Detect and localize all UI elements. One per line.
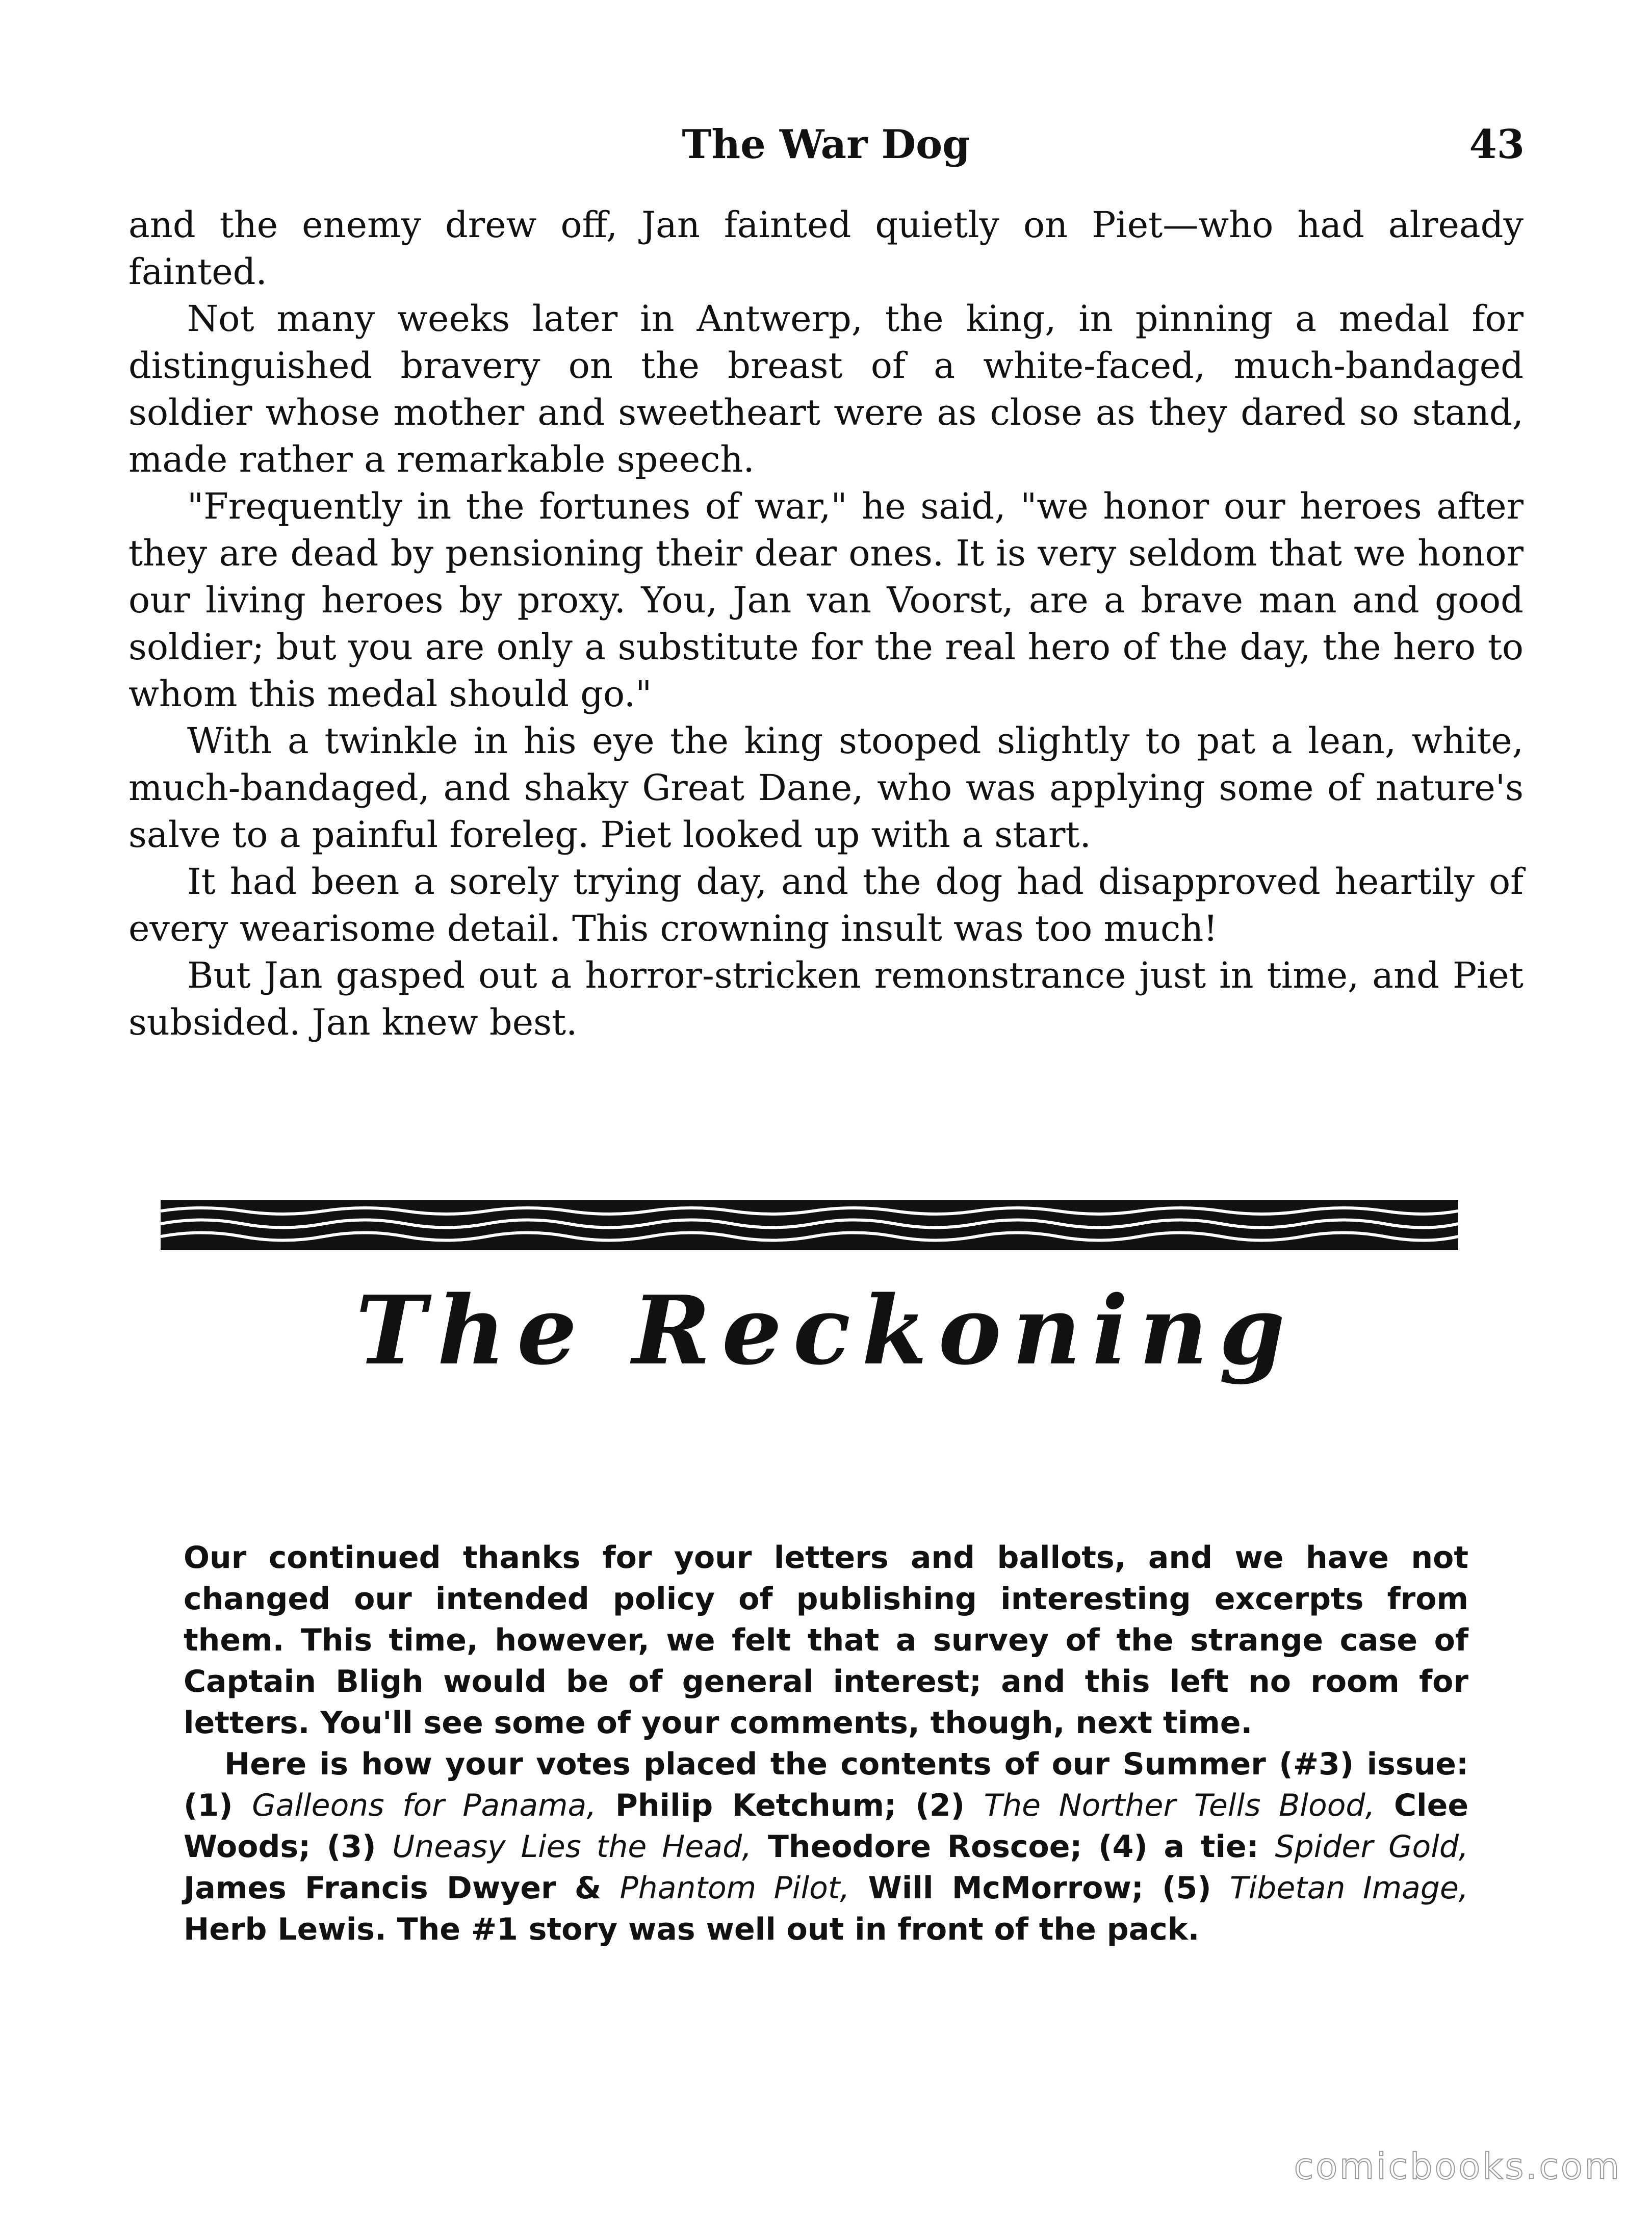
story-paragraph: Not many weeks later in Antwerp, the king, in pinning a medal for distinguished bravery on the breast of a white-faced, much-bandaged soldier whose mother and sweetheart were as close as they dared so stand, made rather a remarkable speech.: [128, 298, 1524, 480]
votes-text: Herb Lewis. The #1 story was well out in front of the pack.: [184, 1912, 1200, 1947]
column-intro: Our continued thanks for your letters and ballots, and we have not changed our intended policy of publishing interesting excerpts from them. This time, however, we felt that a survey of the strange case of Captain Bligh would be of general interest; and this left no room for letters. You'll see some of your comments, though, next time.: [184, 1540, 1468, 1741]
votes-text: James Francis Dwyer &: [184, 1870, 620, 1906]
votes-text: Here is how your votes placed the contents of our Summer (#3) issue: (1): [184, 1746, 1468, 1823]
story-title: The Norther Tells Blood,: [984, 1788, 1375, 1823]
story-paragraph: "Frequently in the fortunes of war," he said, "we honor our heroes after they are dead by pensioning their dear ones. It is very seldom that we honor our living heroes by proxy. You, Jan van Voorst, are a brave man and good soldier; but you are only a substitute for the real hero of the day, the hero to whom this medal should go.": [128, 485, 1524, 715]
story-text: [128, 201, 1524, 1046]
votes-text: Philip Ketchum; (2): [596, 1788, 984, 1823]
story-paragraph: With a twinkle in his eye the king stooped slightly to pat a lean, white, much-bandaged, and shaky Great Dane, who was applying some of nature's salve to a painful foreleg. Piet looked up with a start.: [128, 720, 1524, 856]
story-paragraph: It had been a sorely trying day, and the dog had disapproved heartily of every wearisome detail. This crowning insult was too much!: [128, 861, 1524, 949]
votes-text: Theodore Roscoe; (4) a tie:: [752, 1829, 1275, 1865]
story-title: Uneasy Lies the Head,: [392, 1829, 752, 1865]
section-title: The Reckoning: [355, 1275, 1297, 1386]
story-title: Tibetan Image,: [1229, 1870, 1468, 1906]
running-title: The War Dog: [682, 121, 970, 168]
votes-text: Will McMorrow; (5): [849, 1870, 1230, 1906]
story-paragraph: But Jan gasped out a horror-stricken remonstrance just in time, and Piet subsided. Jan knew best.: [128, 955, 1524, 1043]
column-votes: [184, 1744, 1468, 1950]
story-paragraph: and the enemy drew off, Jan fainted quietly on Piet—who had already fainted.: [128, 204, 1524, 293]
page-number: 43: [1469, 121, 1525, 168]
watermark: comicbooks.com: [1294, 2146, 1621, 2187]
story-title: Galleons for Panama,: [252, 1788, 597, 1823]
votes-text: Clee Woods; (3): [184, 1788, 1469, 1865]
page-header: [127, 121, 1525, 183]
story-title: Spider Gold,: [1275, 1829, 1468, 1865]
story-title: Phantom Pilot,: [620, 1870, 850, 1906]
wave-divider-ornament: [161, 1196, 1458, 1254]
reckoning-column: [184, 1537, 1468, 1950]
